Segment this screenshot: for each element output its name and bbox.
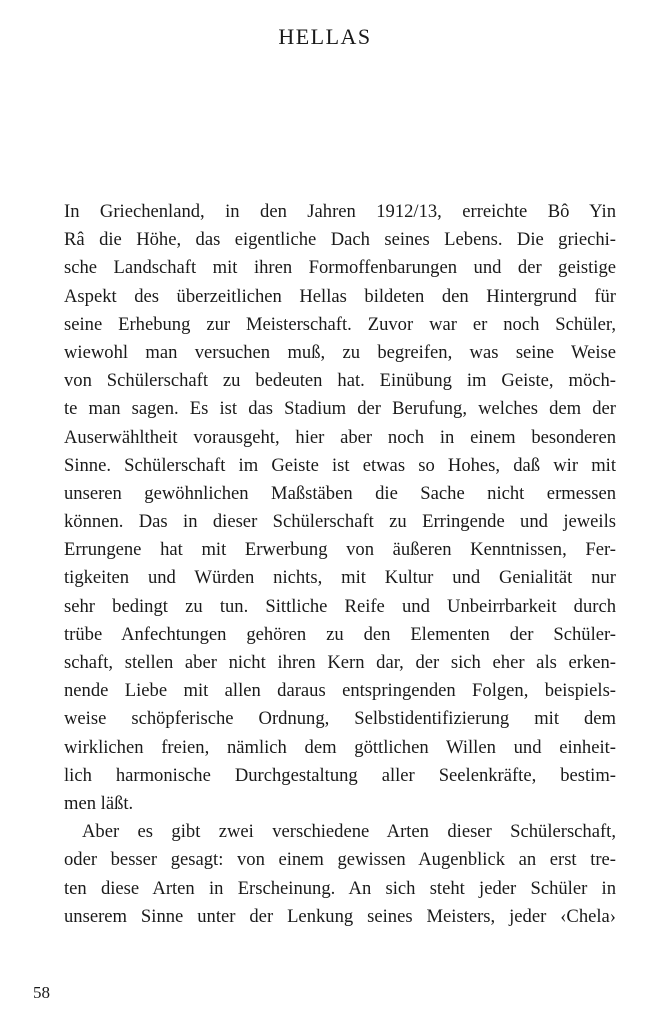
text-line: Auserwähltheit vorausgeht, hier aber noch in einem besonderen xyxy=(64,426,616,448)
text-line: sche Landschaft mit ihren Formoffenbarungen und der geistige xyxy=(64,257,616,279)
text-line: unserem Sinne unter der Lenkung seines Meisters, jeder ‹Chela› xyxy=(64,905,616,927)
chapter-title: HELLAS xyxy=(278,24,372,49)
text-line: weise schöpferische Ordnung, Selbstidentifizierung mit dem xyxy=(64,708,616,730)
text-line: Aber es gibt zwei verschiedene Arten dieser Schülerschaft, xyxy=(82,821,616,843)
text-line: sehr bedingt zu tun. Sittliche Reife und Unbeirrbarkeit durch xyxy=(64,595,616,617)
paragraph-1 xyxy=(64,198,616,818)
text-line: nende Liebe mit allen daraus entspringenden Folgen, beispiels- xyxy=(64,680,616,702)
text-line: In Griechenland, in den Jahren 1912/13, erreichte Bô Yin xyxy=(64,201,616,222)
text-line: lich harmonische Durchgestaltung aller Seelenkräfte, bestim- xyxy=(64,764,616,786)
text-line: Râ die Höhe, das eigentliche Dach seines Lebens. Die griechi- xyxy=(64,229,616,251)
paragraph-2 xyxy=(64,818,616,931)
text-line: von Schülerschaft zu bedeuten hat. Einübung im Geiste, möch- xyxy=(64,370,616,392)
text-line: Sinne. Schülerschaft im Geiste ist etwas so Hohes, daß wir mit xyxy=(64,454,616,476)
text-line: wirklichen freien, nämlich dem göttlichen Willen und einheit- xyxy=(64,736,616,758)
text-line: können. Das in dieser Schülerschaft zu Erringende und jeweils xyxy=(64,511,616,533)
text-line: schaft, stellen aber nicht ihren Kern dar, der sich eher als erken- xyxy=(64,652,616,673)
text-line: trübe Anfechtungen gehören zu den Elementen der Schüler- xyxy=(64,623,616,645)
text-line: wiewohl man versuchen muß, zu begreifen, was seine Weise xyxy=(64,341,616,363)
text-line: oder besser gesagt: von einem gewissen Augenblick an erst tre- xyxy=(64,849,616,871)
text-line: tigkeiten und Würden nichts, mit Kultur und Genialität nur xyxy=(64,567,616,589)
text-line: seine Erhebung zur Meisterschaft. Zuvor war er noch Schüler, xyxy=(64,313,616,335)
text-line: unseren gewöhnlichen Maßstäben die Sache nicht ermessen xyxy=(64,482,616,504)
text-line: te man sagen. Es ist das Stadium der Berufung, welches dem der xyxy=(64,398,616,420)
text-line: ten diese Arten in Erscheinung. An sich steht jeder Schüler in xyxy=(64,877,616,899)
page-number: 58 xyxy=(33,983,50,1002)
text-line: men läßt. xyxy=(64,792,134,814)
text-line: Errungene hat mit Erwerbung von äußeren Kenntnissen, Fer- xyxy=(64,539,616,561)
text-line: Aspekt des überzeitlichen Hellas bildeten den Hintergrund für xyxy=(64,285,616,307)
body-text xyxy=(64,198,616,931)
